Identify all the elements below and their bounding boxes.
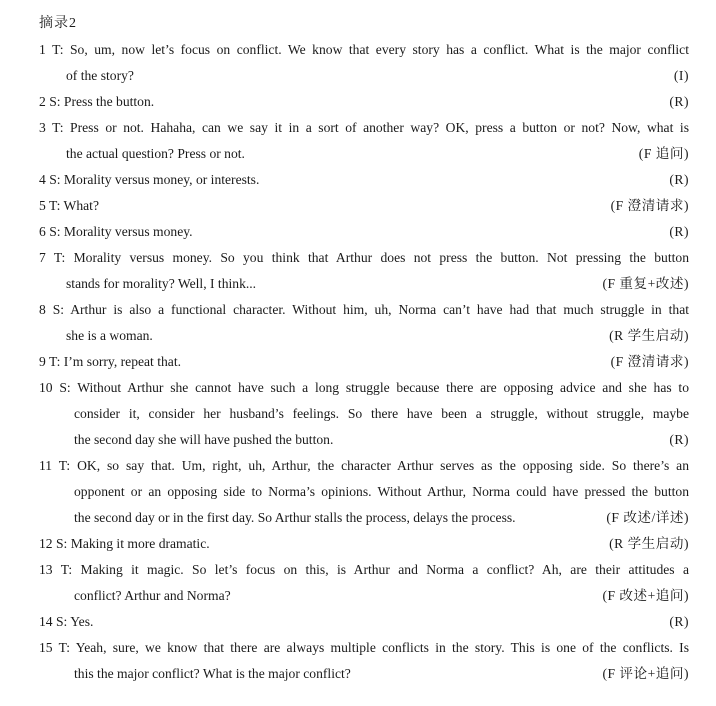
utterance-text: this the major conflict? What is the major conflict? — [74, 666, 351, 681]
transcript-line — [39, 167, 689, 193]
transcript-line — [39, 63, 689, 89]
utterance-text: 11 T: OK, so say that. Um, right, uh, Arthur, the character Arthur serves as the opposing side. So there’s an — [39, 458, 689, 473]
utterance-text: 9 T: I’m sorry, repeat that. — [39, 354, 182, 369]
transcript-line — [39, 219, 689, 245]
move-code: (R 学生启动) — [609, 328, 689, 343]
utterance-text: she is a woman. — [66, 328, 153, 343]
transcript-entry — [39, 167, 689, 193]
move-code: (F 改述+追问) — [602, 588, 689, 603]
transcript-line — [39, 661, 689, 687]
transcript-entry — [39, 245, 689, 297]
transcript-entry — [39, 609, 689, 635]
transcript-line — [39, 245, 689, 271]
transcript-entry — [39, 193, 689, 219]
utterance-text: stands for morality? Well, I think... — [66, 276, 257, 291]
utterance-text: 3 T: Press or not. Hahaha, can we say it in a sort of another way? OK, press a button or not? Now, what is — [39, 120, 689, 135]
utterance-text: 15 T: Yeah, sure, we know that there are always multiple conflicts in the story. This is one of the conflicts. Is — [39, 640, 689, 655]
utterance-text: the second day or in the first day. So Arthur stalls the process, delays the process. — [74, 510, 516, 525]
utterance-text: the actual question? Press or not. — [66, 146, 245, 161]
utterance-text: 1 T: So, um, now let’s focus on conflict. We know that every story has a conflict. What is the major conflict — [39, 42, 689, 57]
transcript-entry — [39, 115, 689, 167]
transcript-entry — [39, 297, 689, 349]
utterance-text: opponent or an opposing side to Norma’s opinions. Without Arthur, Norma could have pressed the button — [74, 484, 689, 499]
transcript-line — [39, 375, 689, 401]
utterance-text: 10 S: Without Arthur she cannot have such a long struggle because there are opposing advice and she has to — [39, 380, 689, 395]
utterance-text: the second day she will have pushed the button. — [74, 432, 334, 447]
transcript-entry — [39, 219, 689, 245]
move-code: (R) — [669, 614, 689, 629]
move-code: (R) — [669, 94, 689, 109]
transcript-line — [39, 427, 689, 453]
utterance-text: 7 T: Morality versus money. So you think that Arthur does not press the button. Not pressing the button — [39, 250, 689, 265]
transcript-line — [39, 453, 689, 479]
utterance-text: consider it, consider her husband’s feelings. So there have been a struggle, without struggle, maybe — [74, 406, 689, 421]
transcript-line — [39, 349, 689, 375]
utterance-text: 13 T: Making it magic. So let’s focus on this, is Arthur and Norma a conflict? Ah, are their attitudes a — [39, 562, 689, 577]
move-code: (F 评论+追问) — [602, 666, 689, 681]
transcript-line — [39, 635, 689, 661]
move-code: (R 学生启动) — [609, 536, 689, 551]
utterance-text: conflict? Arthur and Norma? — [74, 588, 231, 603]
excerpt-title: 摘录2 — [39, 16, 77, 31]
transcript-line — [39, 37, 689, 63]
transcript-entry — [39, 531, 689, 557]
transcript-line — [39, 557, 689, 583]
utterance-text: 8 S: Arthur is also a functional character. Without him, uh, Norma can’t have had that much struggle in that — [39, 302, 689, 317]
utterance-text: 2 S: Press the button. — [39, 94, 155, 109]
transcript-entry — [39, 375, 689, 453]
move-code: (F 澄清请求) — [610, 198, 689, 213]
move-code: (I) — [673, 68, 689, 83]
move-code: (F 重复+改述) — [602, 276, 689, 291]
transcript-entry — [39, 453, 689, 531]
transcript-line — [39, 401, 689, 427]
transcript-entry — [39, 37, 689, 89]
transcript-line — [39, 609, 689, 635]
transcript-line — [39, 505, 689, 531]
transcript-line — [39, 115, 689, 141]
transcript-line — [39, 193, 689, 219]
utterance-text: 14 S: Yes. — [39, 614, 94, 629]
utterance-text: of the story? — [66, 68, 134, 83]
transcript-entry — [39, 89, 689, 115]
transcript-line — [39, 297, 689, 323]
transcript-entry — [39, 349, 689, 375]
move-code: (F 追问) — [638, 146, 689, 161]
transcript-entry — [39, 635, 689, 687]
transcript-entry — [39, 557, 689, 609]
transcript-line — [39, 141, 689, 167]
move-code: (R) — [669, 172, 689, 187]
utterance-text: 4 S: Morality versus money, or interests. — [39, 172, 260, 187]
utterance-text: 5 T: What? — [39, 198, 99, 213]
transcript-line — [39, 89, 689, 115]
move-code: (R) — [669, 432, 689, 447]
transcript-line — [39, 583, 689, 609]
transcript-line — [39, 323, 689, 349]
transcript-line — [39, 531, 689, 557]
move-code: (F 改述/详述) — [606, 510, 689, 525]
utterance-text: 6 S: Morality versus money. — [39, 224, 193, 239]
move-code: (R) — [669, 224, 689, 239]
utterance-text: 12 S: Making it more dramatic. — [39, 536, 210, 551]
transcript-line — [39, 479, 689, 505]
transcript-line — [39, 271, 689, 297]
move-code: (F 澄清请求) — [610, 354, 689, 369]
